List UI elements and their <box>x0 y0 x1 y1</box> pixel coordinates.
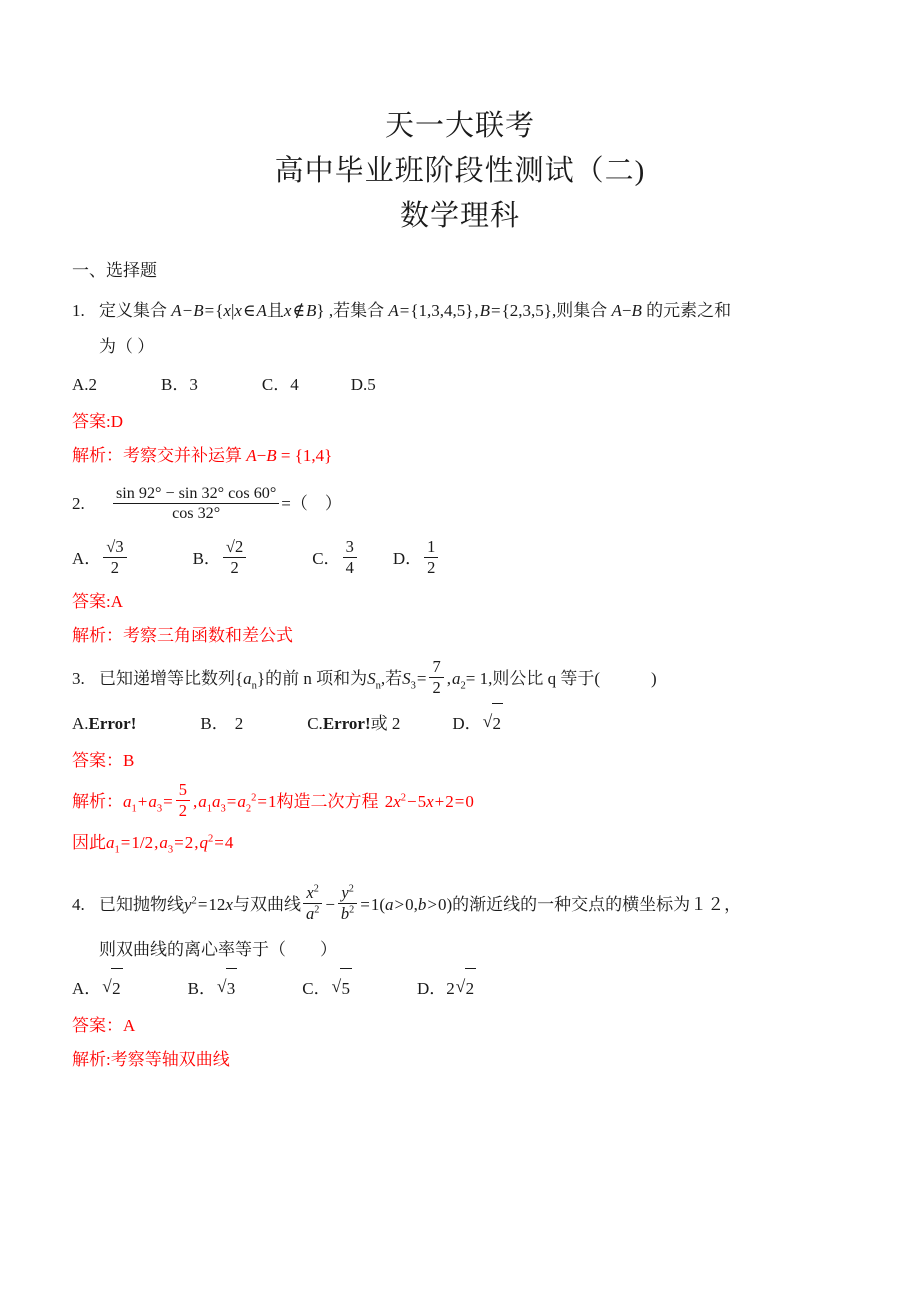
question-1-stem-text-b: ,若集合 <box>324 301 389 320</box>
document-body <box>0 239 920 1077</box>
question-3-answer: 答案：B <box>72 751 135 770</box>
question-3-solution-line-2: 因此$a_1=1/2,a_3=2,q^2=4$ <box>72 833 234 856</box>
question-2-stem <box>72 475 862 533</box>
question-1-solution <box>72 439 862 473</box>
question-2-denominator: cos 32° <box>172 504 221 522</box>
question-3-stem-tail: ,则公比 q 等于( ) <box>488 669 657 688</box>
question-4-stem-pre: 已知抛物线 <box>99 895 184 914</box>
question-3-option-d[interactable]: D． √ 2 <box>452 714 504 733</box>
question-1-option-c[interactable]: C．4 <box>261 375 299 394</box>
question-1-stem-text-c: ,则集合 A−B 的元素之和 <box>551 301 732 320</box>
question-1-solution-label: 解析：考察交并补运算 <box>72 446 247 465</box>
title-line-3: 数学理科 <box>399 200 520 232</box>
question-3-option-a[interactable]: A.Error! <box>72 714 137 733</box>
question-4-parabola-equation: $y^2=12x$ <box>184 895 233 914</box>
question-2-number: 2. <box>72 494 85 513</box>
question-4-option-d[interactable]: D．2 √ 2 <box>417 979 477 998</box>
question-2-option-c[interactable]: C． $\frac{3}{4}$ <box>312 549 359 568</box>
question-2 <box>72 475 862 653</box>
question-4-answer: 答案：A <box>72 1016 136 1035</box>
question-3-sn-symbol: $S_n$ <box>367 669 381 692</box>
question-1-option-a[interactable]: A.2 <box>72 375 98 394</box>
question-2-stem-tail: =（ ） <box>281 494 342 513</box>
question-3-option-b[interactable]: B． 2 <box>200 714 244 733</box>
question-2-options <box>72 533 862 585</box>
question-3-solution-math-2: $a_1=1/2,a_3=2,q^2=4$ <box>106 833 234 856</box>
question-1-number: 1. <box>72 301 85 320</box>
question-1-stem-text-a: 定义集合 <box>99 301 172 320</box>
question-2-option-a[interactable]: A． $\frac{√3}{2}$ <box>72 549 129 568</box>
question-3-stem-mid: 的前 n 项和为 <box>265 669 368 688</box>
question-2-expression-fraction <box>113 485 279 522</box>
question-1 <box>72 293 862 473</box>
question-3-s3-symbol: $S_3$ <box>402 669 416 692</box>
question-3-s3-value: $\frac{7}{2}$ <box>429 658 443 696</box>
question-3-solution-line-1 <box>72 778 862 826</box>
question-3-stem: 3. 已知递增等比数列$\{a_n\}$的前 n 项和为$S_n$,若$S_3=$ $\frac{7}{2}$ $,a_2= 1$,则公比 q 等于( ) <box>72 655 862 703</box>
question-3-a2-value: = 1 <box>465 669 489 688</box>
question-3-stem-mid-2: ,若 <box>380 669 403 688</box>
question-4-stem-line-1 <box>72 878 862 932</box>
question-4-option-a[interactable]: A． √ 2 <box>72 979 124 998</box>
section-heading-multiple-choice: 一、选择题 <box>72 261 157 280</box>
question-2-option-b[interactable]: B． $\frac{√2}{2}$ <box>193 549 249 568</box>
question-1-options <box>72 365 862 405</box>
question-4-stem-mid: 与双曲线 <box>232 895 301 914</box>
question-1-solution-math: A−B = {1,4} <box>246 446 333 465</box>
question-4-option-c[interactable]: C． √ 5 <box>302 979 353 998</box>
question-1-stem-line-2: 为（ ） <box>99 337 155 356</box>
question-4-stem-tail: 的渐近线的一种交点的横坐标为１２， <box>452 895 742 914</box>
question-1-set-b: B={2,3,5} <box>479 301 552 320</box>
question-3-number: 3. <box>72 669 85 688</box>
document-title-block <box>0 0 920 239</box>
question-3-stem-pre: 已知递增等比数列 <box>99 669 235 688</box>
question-4-number: 4. <box>72 895 85 914</box>
question-1-set-a: A={1,3,4,5} <box>388 301 474 320</box>
question-4 <box>72 878 862 1077</box>
question-2-numerator: sin 92° − sin 32° cos 60° <box>113 485 279 504</box>
title-line-1: 天一大联考 <box>384 110 535 142</box>
question-3-sequence-symbol: $\{a_n\}$ <box>235 669 266 692</box>
question-4-stem-line-2: 则双曲线的离心率等于（ ） <box>99 940 337 959</box>
question-3-a2-symbol: $a_2$ <box>451 669 466 692</box>
question-4-hyperbola-equation: $\frac{x^2}{a^2}$ − $\frac{y^2}{b^2}$ =1(a>0,b>0) <box>301 895 452 914</box>
title-line-2: 高中毕业班阶段性测试（二) <box>274 155 646 187</box>
question-2-answer: 答案:A <box>72 592 123 611</box>
question-1-set-definition-body: {x|x∈A且x∉B} <box>215 301 325 320</box>
question-2-solution: 解析：考察三角函数和差公式 <box>72 626 293 645</box>
question-3-solution-math-1: $a_1+a_3=$ $\frac{5}{2}$ $,a_1a_3=a_2^2=1$构造二次方程 $2x^2-5x+2=0$ <box>123 780 474 820</box>
question-1-set-definition-lhs: A <box>171 301 182 320</box>
question-4-solution: 解析:考察等轴双曲线 <box>72 1050 230 1069</box>
question-1-stem-line-1: 1. 定义集合 A−B={x|x∈A且x∉B} ,若集合 A={1,3,4,5},B={2,3,5},则集合 A−B 的元素之和 <box>72 293 862 329</box>
question-1-option-d[interactable]: D.5 <box>350 375 376 394</box>
question-1-answer: 答案:D <box>72 412 123 431</box>
question-3 <box>72 655 862 860</box>
question-3-option-c[interactable]: C.Error!或 2 <box>307 714 401 733</box>
question-2-option-d[interactable]: D． $\frac{1}{2}$ <box>393 549 441 568</box>
question-1-option-b[interactable]: B．3 <box>161 375 198 394</box>
question-3-options <box>72 703 862 744</box>
question-3-solution-prefix: 解析： <box>72 792 123 811</box>
question-4-options <box>72 968 862 1009</box>
question-4-option-b[interactable]: B． √ 3 <box>188 979 239 998</box>
